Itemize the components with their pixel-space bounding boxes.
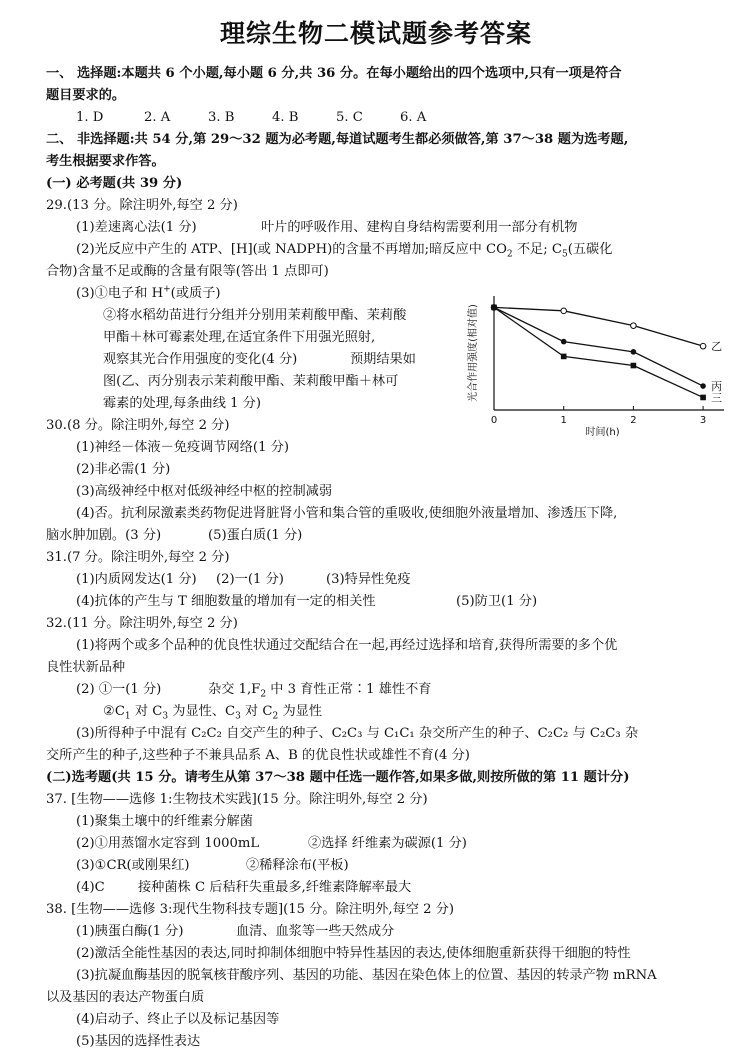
q37-answer-2: (2)①用蒸馏水定容到 1000mL ②选择 纤维素为碳源(1 分)	[76, 836, 467, 851]
q32-heading: 32.(11 分。除注明外,每空 2 分)	[46, 616, 238, 631]
q31-heading: 31.(7 分。除注明外,每空 2 分)	[46, 550, 230, 565]
q38-answer-3-cont: 以及基因的表达产物蛋白质	[46, 990, 205, 1005]
mc-answer-2: 2. A	[144, 110, 171, 125]
q38-answer-1: (1)胰蛋白酶(1 分) 血清、血浆等一些天然成分	[76, 924, 395, 939]
q31-answer-5: (5)防卫(1 分)	[456, 594, 538, 609]
y-axis-label: 光合作用强度(相对值)	[468, 304, 479, 402]
q30-answer-2: (2)非必需(1 分)	[76, 462, 171, 477]
q31-answers-row	[76, 572, 411, 588]
q32-answer-1-cont: 良性状新品种	[46, 660, 126, 675]
x-tick-label: 3	[699, 415, 707, 426]
series-line	[494, 307, 703, 397]
series-label: 三	[711, 391, 723, 405]
q29-answer-2: (2)光反应中产生的 ATP、[H](或 NADPH)的含量不再增加;暗反应中 $CO_2$ 不足; $C_5$(五碳化	[76, 242, 613, 260]
q38-heading: 38. [生物——选修 3:现代生物科技专题](15 分。除注明外,每空 2 分)	[46, 902, 455, 917]
section1-heading-cont: 题目要求的。	[46, 88, 126, 103]
q29-answer-1: (1)差速离心法(1 分) 叶片的呼吸作用、建构自身结构需要利用一部分有机物	[76, 220, 578, 235]
data-point	[631, 349, 637, 355]
data-point	[700, 343, 706, 349]
section2-heading: 二、 非选择题:共 54 分,第 29～32 题为必考题,每道试题考生都必须做答,第 37～38 题为选考题,	[46, 132, 629, 147]
q29-answer-3d: 观察其光合作用强度的变化(4 分) 预期结果如	[103, 352, 416, 367]
data-point	[631, 323, 637, 329]
section1-heading: 一、 选择题:本题共 6 个小题,每小题 6 分,共 36 分。在每小题给出的四个选项中,只有一项是符合	[46, 66, 622, 81]
series-line	[494, 307, 703, 386]
q29-answer-2-cont: 合物)含量不足或酶的含量有限等(答出 1 点即可)	[46, 264, 329, 279]
required-heading: (一) 必考题(共 39 分)	[46, 176, 183, 191]
data-point	[561, 354, 567, 360]
q37-answer-3: (3)①CR(或刚果红) ②稀释涂布(平板)	[76, 858, 349, 873]
q29-answer-3e: 图(乙、丙分别表示茉莉酸甲酯、茉莉酸甲酯＋林可	[103, 374, 399, 389]
series-label: 乙	[711, 340, 723, 354]
q32-answer-2: (2) ①一(1 分) 杂交 $1,F_2$ 中 3 育性正常∶1 雄性不育	[76, 682, 432, 700]
data-point	[700, 395, 706, 401]
q31-answer-2: (2)一(1 分)	[216, 572, 284, 587]
mc-answer-6: 6. A	[400, 110, 427, 125]
q30-answer-5: (5)蛋白质(1 分)	[208, 528, 303, 543]
q32-answer-3: (3)所得种子中混有 C₂C₂ 自交产生的种子、C₂C₃ 与 C₁C₁ 杂交所产生的种子、C₂C₂ 与 C₂C₃ 杂	[76, 726, 639, 741]
page-title: 理综生物二模试题参考答案	[219, 19, 532, 48]
q32-answer-1: (1)将两个或多个品种的优良性状通过交配结合在一起,再经过选择和培育,获得所需要的多个优	[76, 638, 618, 653]
x-tick-label: 2	[630, 415, 637, 426]
q30-answer-3: (3)高级神经中枢对低级神经中枢的控制减弱	[76, 484, 333, 499]
q30-answer-4: (4)否。抗利尿激素类药物促进肾脏肾小管和集合管的重吸收,使细胞外液量增加、渗透压下降,	[76, 506, 618, 521]
section2-heading-cont: 考生根据要求作答。	[46, 154, 165, 169]
q31-answers-row2	[76, 594, 537, 610]
mc-answer-1: 1. D	[76, 110, 104, 125]
series-label: 丙	[711, 380, 723, 394]
x-axis-label: 时间(h)	[585, 427, 620, 438]
q31-answer-4: (4)抗体的产生与 T 细胞数量的增加有一定的相关性	[76, 594, 376, 609]
q38-answer-5: (5)基因的选择性表达	[76, 1034, 201, 1049]
mc-answer-4: 4. B	[272, 110, 299, 125]
photosynthesis-chart	[462, 292, 732, 450]
q31-answer-1: (1)内质网发达(1 分)	[76, 572, 197, 587]
series-line	[494, 307, 703, 346]
q30-heading: 30.(8 分。除注明外,每空 2 分)	[46, 418, 230, 433]
q38-answer-4: (4)启动子、终止子以及标记基因等	[76, 1012, 280, 1027]
q37-heading: 37. [生物——选修 1:生物技术实践](15 分。除注明外,每空 2 分)	[46, 792, 428, 807]
q30-answer-1: (1)神经－体液－免疫调节网络(1 分)	[76, 440, 289, 455]
q37-answer-1: (1)聚集土壤中的纤维素分解菌	[76, 814, 253, 829]
q29-answer-3: (3)①电子和 H+(或质子)	[76, 284, 221, 301]
data-point	[561, 339, 567, 345]
q29-answer-3c: 甲酯＋林可霉素处理,在适宜条件下用强光照射,	[103, 330, 376, 345]
mc-answer-5: 5. C	[336, 110, 363, 125]
mc-answers	[76, 110, 426, 126]
q38-answer-2: (2)激活全能性基因的表达,同时抑制体细胞中特异性基因的表达,使体细胞重新获得干细胞的特性	[76, 946, 631, 961]
q29-answer-3b: ②将水稻幼苗进行分组并分别用茉莉酸甲酯、茉莉酸	[103, 308, 407, 323]
q31-answer-3: (3)特异性免疫	[326, 572, 411, 587]
data-point	[561, 308, 567, 314]
data-point	[491, 305, 497, 311]
x-tick-label: 1	[560, 415, 567, 426]
q29-heading: 29.(13 分。除注明外,每空 2 分)	[46, 198, 238, 213]
q29-answer-3f: 霉素的处理,每条曲线 1 分)	[103, 396, 261, 411]
x-tick-label: 0	[490, 415, 498, 426]
q38-answer-3: (3)抗凝血酶基因的脱氧核苷酸序列、基因的功能、基因在染色体上的位置、基因的转录产物 mRNA	[76, 968, 657, 983]
mc-answer-3: 3. B	[208, 110, 235, 125]
q30-answer-4-cont: 脑水肿加剧。(3 分) (5)蛋白质(1 分)	[46, 528, 303, 543]
q32-answer-2b: $②C_1$ 对 $C_3$ 为显性、$C_3$ 对 $C_2$ 为显性	[103, 704, 323, 722]
data-point	[631, 363, 637, 369]
elective-heading: (二)选考题(共 15 分。请考生从第 37～38 题中任选一题作答,如果多做,则按所做的第 11 题计分)	[46, 770, 630, 785]
q32-answer-3-cont: 交所产生的种子,这些种子不兼具品系 A、B 的优良性状或雄性不育(4 分)	[46, 748, 470, 763]
q37-answer-4: (4)C 接种菌株 C 后秸秆失重最多,纤维素降解率最大	[76, 880, 412, 895]
data-point	[700, 383, 706, 389]
